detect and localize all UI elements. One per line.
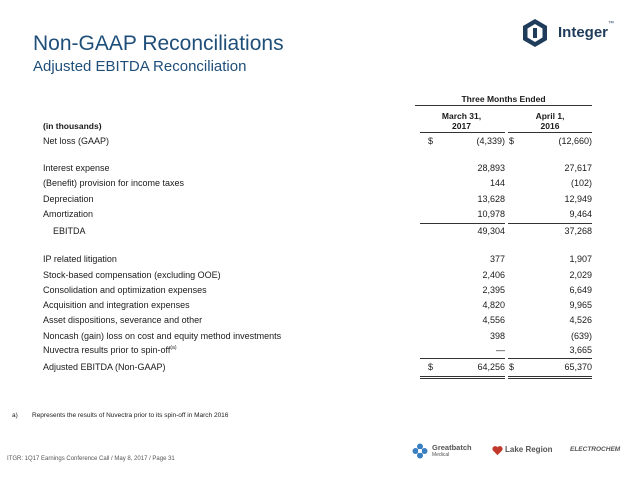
footnote-reference: (a) bbox=[170, 345, 177, 351]
value-2016: 9,965 bbox=[569, 300, 592, 310]
row-label: Amortization bbox=[43, 209, 94, 219]
greatbatch-flower-icon bbox=[412, 443, 428, 459]
value-2016: 6,649 bbox=[569, 285, 592, 295]
value-2017: 4,556 bbox=[482, 315, 505, 325]
footnote-mark: a) bbox=[12, 412, 18, 419]
table-row-total bbox=[43, 362, 592, 375]
value-2016: (102) bbox=[570, 178, 592, 188]
value-2017: 4,820 bbox=[482, 300, 505, 310]
table-row bbox=[43, 315, 592, 328]
value-2016: 4,526 bbox=[569, 315, 592, 325]
table-row bbox=[43, 163, 592, 176]
value-2016: 65,370 bbox=[564, 362, 592, 372]
currency-symbol: $ bbox=[428, 136, 434, 146]
row-label: Stock-based compensation (excluding OOE) bbox=[43, 270, 221, 280]
value-2017: 2,395 bbox=[482, 285, 505, 295]
value-2017: 10,978 bbox=[477, 209, 505, 219]
value-2017: 64,256 bbox=[477, 362, 505, 372]
value-2016: 27,617 bbox=[564, 163, 592, 173]
electrochem-logo: ELECTROCHEM bbox=[570, 446, 621, 453]
subtotal-rule bbox=[420, 223, 505, 224]
table-row bbox=[43, 178, 592, 191]
subsidiary-logos bbox=[412, 440, 634, 466]
column-header-line: April 1, bbox=[535, 111, 565, 121]
row-label: Interest expense bbox=[43, 163, 110, 173]
grand-total-rule bbox=[420, 376, 505, 379]
value-2017: 49,304 bbox=[477, 226, 505, 236]
greatbatch-name: Greatbatch bbox=[432, 443, 472, 452]
table-row bbox=[43, 270, 592, 283]
integer-hexagon-icon bbox=[520, 18, 550, 48]
row-label: Depreciation bbox=[43, 194, 94, 204]
grand-total-rule bbox=[508, 376, 592, 379]
column-header-april-2016 bbox=[508, 111, 592, 131]
table-row bbox=[43, 254, 592, 267]
table-row bbox=[43, 209, 592, 222]
value-2016: 37,268 bbox=[564, 226, 592, 236]
column-header-march-2017 bbox=[415, 111, 508, 131]
row-label bbox=[43, 345, 177, 355]
value-2016: (639) bbox=[570, 331, 592, 341]
heart-icon bbox=[492, 445, 503, 456]
row-label: Acquisition and integration expenses bbox=[43, 300, 190, 310]
row-label: Consolidation and optimization expenses bbox=[43, 285, 207, 295]
row-label: IP related litigation bbox=[43, 254, 117, 264]
row-label: Noncash (gain) loss on cost and equity method investments bbox=[43, 331, 282, 341]
page-title: Non-GAAP Reconciliations bbox=[33, 32, 284, 55]
value-2017: (4,339) bbox=[476, 136, 505, 146]
row-label: EBITDA bbox=[53, 226, 86, 236]
currency-symbol: $ bbox=[509, 362, 515, 372]
currency-symbol: $ bbox=[428, 362, 434, 372]
value-2016: 3,665 bbox=[569, 345, 592, 355]
column-header-line: March 31, bbox=[441, 111, 482, 121]
column-header-rule bbox=[420, 132, 505, 133]
table-row bbox=[43, 331, 592, 344]
subtotal-rule bbox=[508, 223, 592, 224]
table-row bbox=[43, 136, 592, 149]
period-header-rule bbox=[415, 105, 592, 106]
units-label: (in thousands) bbox=[43, 121, 102, 131]
column-header-line: 2017 bbox=[452, 121, 471, 131]
brand-name: Integer bbox=[558, 24, 609, 41]
table-row bbox=[43, 345, 592, 358]
value-2017: 144 bbox=[489, 178, 505, 188]
table-row bbox=[43, 285, 592, 298]
value-2017: 2,406 bbox=[482, 270, 505, 280]
row-label: Asset dispositions, severance and other bbox=[43, 315, 203, 325]
row-label: Adjusted EBITDA (Non-GAAP) bbox=[43, 362, 166, 372]
value-2016: 1,907 bbox=[569, 254, 592, 264]
value-2017: 13,628 bbox=[477, 194, 505, 204]
period-header: Three Months Ended bbox=[461, 94, 546, 104]
value-2017: 377 bbox=[489, 254, 505, 264]
total-rule bbox=[508, 358, 592, 359]
integer-logo bbox=[520, 18, 620, 48]
page-subtitle: Adjusted EBITDA Reconciliation bbox=[33, 58, 247, 75]
value-2016: (12,660) bbox=[558, 136, 592, 146]
row-label: Net loss (GAAP) bbox=[43, 136, 110, 146]
greatbatch-subname: Medical bbox=[432, 452, 450, 458]
column-header-line: 2016 bbox=[540, 121, 560, 131]
row-label-text: Nuvectra results prior to spin-off bbox=[43, 345, 171, 355]
value-2016: 2,029 bbox=[569, 270, 592, 280]
table-row bbox=[43, 194, 592, 207]
lake-region-name: Lake Region bbox=[505, 445, 553, 454]
row-label: (Benefit) provision for income taxes bbox=[43, 178, 185, 188]
table-row bbox=[43, 300, 592, 313]
value-2017: 28,893 bbox=[477, 163, 505, 173]
value-2016: 12,949 bbox=[564, 194, 592, 204]
column-header-rule bbox=[508, 132, 592, 133]
table-row-subtotal bbox=[43, 226, 592, 239]
slide-footer: ITGR: 1Q17 Earnings Conference Call / May 8, 2017 / Page 31 bbox=[7, 456, 175, 462]
value-2017: — bbox=[496, 345, 505, 355]
currency-symbol: $ bbox=[509, 136, 515, 146]
brand-trademark: ™ bbox=[608, 21, 614, 27]
value-2017: 398 bbox=[489, 331, 505, 341]
footnote-text: Represents the results of Nuvectra prior to its spin-off in March 2016 bbox=[32, 412, 229, 419]
total-rule bbox=[420, 358, 505, 359]
value-2016: 9,464 bbox=[569, 209, 592, 219]
